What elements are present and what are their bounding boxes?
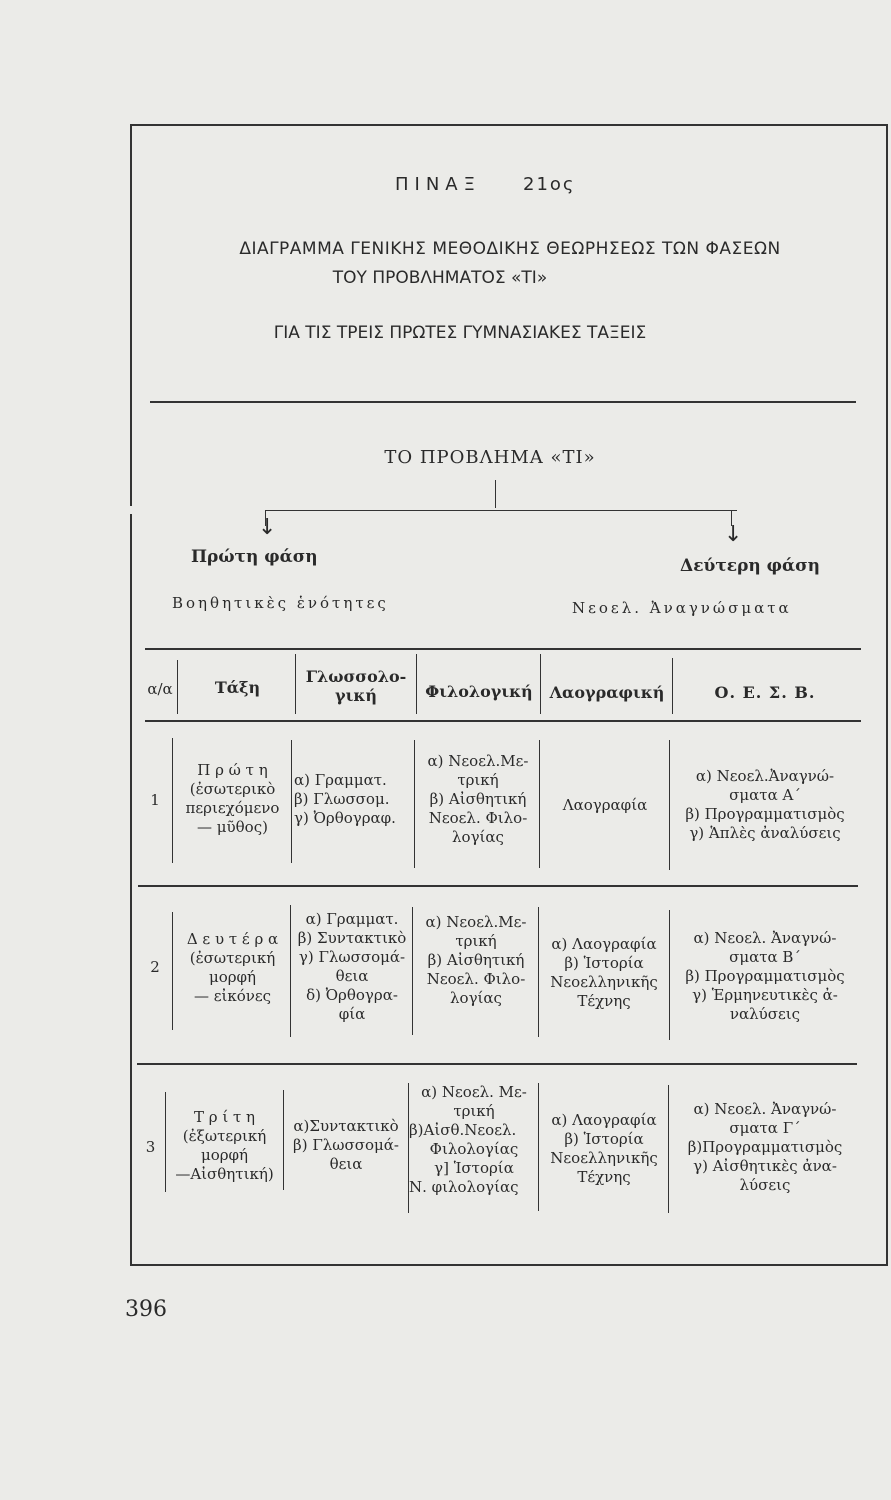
row2-grade-line: (ἐσωτερική bbox=[189, 949, 276, 967]
arrow-down-right-icon: ↓ bbox=[724, 522, 743, 547]
row2-philo-line: β) Αἰσθητική bbox=[427, 951, 525, 969]
row3-grade-line: —Αἰσθητική) bbox=[175, 1165, 274, 1183]
row2-philo bbox=[413, 913, 539, 1008]
row2-philo-line: Νεοελ. Φιλο- bbox=[426, 970, 526, 988]
title-line-1: ΔΙΑΓΡΑΜΜΑ ΓΕΝΙΚΗΣ ΜΕΘΟΔΙΚΗΣ ΘΕΩΡΗΣΕΩΣ ΤΩΝ ΦΑΣΕΩΝ bbox=[239, 239, 781, 259]
header-grade: Τάξη bbox=[214, 678, 261, 697]
row3-gloss-line: α)Συντακτικὸ bbox=[293, 1117, 399, 1135]
row3-oesv-line: α) Νεοελ. Ἀναγνώ- bbox=[693, 1100, 837, 1118]
row2-gloss-line: δ) Ὀρθογρα- bbox=[306, 986, 398, 1004]
row3-oesv-line: σματα Γ΄ bbox=[729, 1119, 801, 1137]
row2-oesv-line: α) Νεοελ. Ἀναγνώ- bbox=[693, 929, 837, 947]
row2-oesv-line: γ) Ἑρμηνευτικὲς ἀ- bbox=[692, 986, 838, 1004]
table-header-rule bbox=[145, 720, 861, 722]
r1-vline-3 bbox=[414, 740, 415, 868]
row1-gloss-line: γ) Ὀρθογραφ. bbox=[294, 809, 396, 827]
row2-laog bbox=[539, 935, 669, 1011]
row3-philo bbox=[409, 1083, 539, 1197]
row2-gloss-line: θεια bbox=[335, 967, 369, 985]
row3-grade-line: (ἐξωτερική bbox=[182, 1127, 267, 1145]
phase2-name: Δεύτερη φάση bbox=[680, 556, 821, 576]
problem-label: ΤΟ ΠΡΟΒΛΗΜΑ «ΤΙ» bbox=[384, 447, 596, 468]
row2-laog-line: Τέχνης bbox=[577, 992, 631, 1010]
table-label bbox=[395, 174, 481, 195]
row1-gloss bbox=[294, 771, 414, 828]
row1-oesv-line: σματα Α΄ bbox=[729, 786, 801, 804]
row1-bottom-rule bbox=[138, 885, 858, 887]
header-gloss bbox=[296, 667, 416, 705]
row3-grade-line: Τ ρ ί τ η bbox=[193, 1108, 256, 1126]
row2-laog-line: Νεοελληνικῆς bbox=[550, 973, 658, 991]
row1-grade-line: Π ρ ώ τ η bbox=[197, 761, 268, 779]
row3-laog-line: Τέχνης bbox=[577, 1168, 631, 1186]
row1-oesv-line: γ) Ἁπλὲς ἀναλύσεις bbox=[689, 824, 841, 842]
row2-oesv-line: σματα Β΄ bbox=[729, 948, 801, 966]
row2-gloss-line: α) Γραμματ. bbox=[305, 910, 399, 928]
row3-num: 3 bbox=[145, 1138, 156, 1156]
phase1-name: Πρώτη φάση bbox=[191, 547, 318, 567]
row1-philo-line: τρική bbox=[457, 771, 499, 789]
header-philo: Φιλολογική bbox=[425, 682, 533, 701]
row2-gloss bbox=[291, 910, 413, 1024]
row1-gloss-line: β) Γλωσσομ. bbox=[294, 790, 390, 808]
row1-philo-line: λογίας bbox=[452, 828, 504, 846]
phase2-sub: Νεοελ. Ἀναγνώσματα bbox=[572, 599, 792, 617]
row3-grade-line: μορφή bbox=[200, 1146, 249, 1164]
row3-grade bbox=[166, 1108, 283, 1184]
row2-grade-line: Δ ε υ τ έ ρ α bbox=[186, 930, 279, 948]
branch-line bbox=[265, 510, 737, 511]
row3-philo-line: τρική bbox=[453, 1102, 495, 1120]
r1-vline-2 bbox=[291, 740, 292, 863]
row1-philo-line: α) Νεοελ.Με- bbox=[427, 752, 529, 770]
row1-oesv-line: β) Προγραμματισμὸς bbox=[685, 805, 845, 823]
row2-gloss-line: φία bbox=[338, 1005, 366, 1023]
row2-laog-line: β) Ἱστορία bbox=[564, 954, 644, 972]
right-frame-rule bbox=[886, 124, 888, 1264]
row3-philo-line: β)Αἰσθ.Νεοελ. bbox=[409, 1121, 517, 1139]
row1-philo-line: β) Αἰσθητική bbox=[429, 790, 527, 808]
header-gloss-line2: γική bbox=[335, 686, 377, 705]
row2-philo-line: τρική bbox=[455, 932, 497, 950]
row1-philo bbox=[416, 752, 540, 847]
top-rule bbox=[130, 124, 888, 126]
row1-grade-line: (ἐσωτερικὸ bbox=[189, 780, 276, 798]
header-laog: Λαογραφική bbox=[549, 683, 665, 702]
row1-philo-line: Νεοελ. Φιλο- bbox=[428, 809, 528, 827]
row2-grade-line: μορφή bbox=[208, 968, 257, 986]
row1-grade-line: περιεχόμενο bbox=[185, 799, 280, 817]
table-number: 21ος bbox=[523, 174, 576, 195]
arrow-down-left-icon: ↓ bbox=[258, 515, 277, 540]
problem-stem bbox=[495, 480, 496, 508]
row1-oesv bbox=[670, 767, 860, 843]
row3-philo-line: Φιλολογίας bbox=[429, 1140, 519, 1158]
row3-laog-line: α) Λαογραφία bbox=[551, 1111, 657, 1129]
row2-laog-line: α) Λαογραφία bbox=[551, 935, 657, 953]
row2-num: 2 bbox=[150, 958, 160, 976]
row1-oesv-line: α) Νεοελ.Ἀναγνώ- bbox=[695, 767, 835, 785]
row2-gloss-line: β) Συντακτικὸ bbox=[297, 929, 407, 947]
row1-num: 1 bbox=[150, 791, 160, 809]
row2-gloss-line: γ) Γλωσσομά- bbox=[298, 948, 406, 966]
row1-laog-line: Λαογραφία bbox=[562, 796, 648, 814]
row3-laog bbox=[539, 1111, 669, 1187]
row2-grade-line: — εἰκόνες bbox=[193, 987, 272, 1005]
row3-oesv bbox=[669, 1100, 861, 1195]
row1-gloss-line: α) Γραμματ. bbox=[294, 771, 387, 789]
header-num: α/α bbox=[147, 680, 173, 698]
header-oesv: Ο. Ε. Σ. Β. bbox=[714, 683, 816, 702]
table-bottom-rule bbox=[130, 1264, 888, 1266]
row2-philo-line: α) Νεοελ.Με- bbox=[425, 913, 527, 931]
row1-laog bbox=[541, 796, 669, 815]
row2-grade bbox=[175, 930, 290, 1006]
left-frame-rule bbox=[130, 124, 132, 506]
row3-oesv-line: λύσεις bbox=[739, 1176, 791, 1194]
row3-oesv-line: β)Προγραμματισμὸς bbox=[687, 1138, 843, 1156]
header-gloss-line1: Γλωσσολο- bbox=[305, 667, 407, 686]
row2-oesv-line: ναλύσεις bbox=[729, 1005, 801, 1023]
row2-philo-line: λογίας bbox=[450, 989, 502, 1007]
row2-oesv-line: β) Προγραμματισμὸς bbox=[685, 967, 845, 985]
row3-gloss bbox=[284, 1117, 408, 1174]
r1-vline-1 bbox=[172, 738, 173, 863]
row1-grade-line: — μῦθος) bbox=[197, 818, 268, 836]
row3-philo-line: α) Νεοελ. Με- bbox=[421, 1083, 527, 1101]
row2-bottom-rule bbox=[137, 1063, 857, 1065]
row3-philo-line: Ν. φιλολογίας bbox=[409, 1178, 519, 1196]
page-number: 396 bbox=[125, 1297, 167, 1322]
title-line-3: ΓΙΑ ΤΙΣ ΤΡΕΙΣ ΠΡΩΤΕΣ ΓΥΜΝΑΣΙΑΚΕΣ ΤΑΞΕΙΣ bbox=[273, 323, 647, 343]
row3-laog-line: Νεοελληνικῆς bbox=[550, 1149, 658, 1167]
row3-laog-line: β) Ἱστορία bbox=[564, 1130, 644, 1148]
row1-grade bbox=[175, 761, 290, 837]
row3-philo-line: γ] Ἱστορία bbox=[434, 1159, 514, 1177]
phase1-sub: Βοηθητικὲς ἑνότητες bbox=[172, 594, 389, 612]
table-top-rule bbox=[145, 648, 861, 650]
row3-gloss-line: β) Γλωσσομά- bbox=[293, 1136, 399, 1154]
left-frame-rule-lower bbox=[130, 514, 132, 1264]
row3-gloss-line: θεια bbox=[329, 1155, 363, 1173]
title-divider bbox=[150, 401, 856, 403]
table-label-text: ΠΙΝΑΞ bbox=[395, 174, 481, 195]
title-line-2: ΤΟΥ ΠΡΟΒΛΗΜΑΤΟΣ «ΤΙ» bbox=[332, 268, 548, 288]
r2-vline-1 bbox=[172, 912, 173, 1030]
row3-oesv-line: γ) Αἰσθητικὲς ἀνα- bbox=[693, 1157, 837, 1175]
row2-oesv bbox=[670, 929, 860, 1024]
